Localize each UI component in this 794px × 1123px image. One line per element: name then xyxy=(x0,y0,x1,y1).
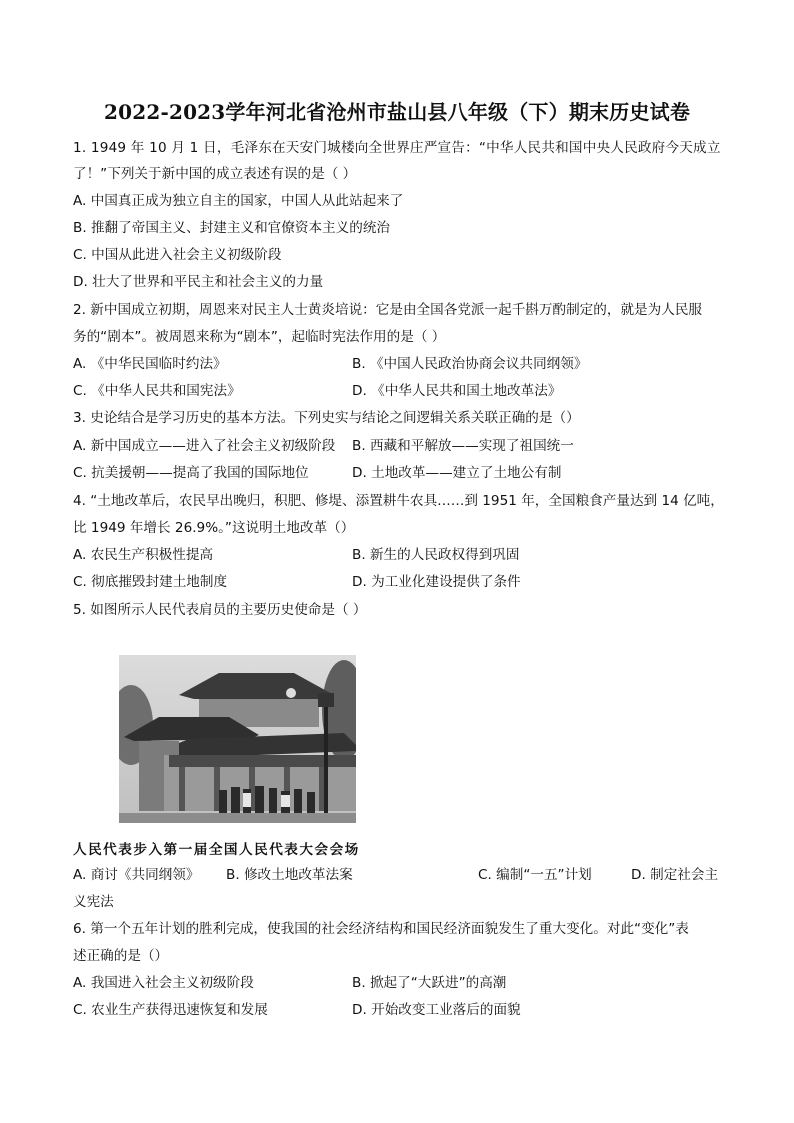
q1-option-a: A. 中国真正成为独立自主的国家，中国人从此站起来了 xyxy=(73,193,404,209)
q5-option-d-line1: D. 制定社会主 xyxy=(631,867,719,883)
q2-stem-line1: 2. 新中国成立初期，周恩来对民主人士黄炎培说：它是由全国各党派一起千斟万酌制定的，就是为人民服 xyxy=(73,302,703,318)
page-title: 2022-2023学年河北省沧州市盐山县八年级（下）期末历史试卷 xyxy=(103,100,691,124)
q6-stem-line2: 述正确的是（） xyxy=(73,948,169,964)
photo-caption: 人民代表步入第一届全国人民代表大会会场 xyxy=(73,842,360,858)
q1-option-b: B. 推翻了帝国主义、封建主义和官僚资本主义的统治 xyxy=(73,220,391,236)
q4-option-d: D. 为工业化建设提供了条件 xyxy=(352,574,521,590)
q4-option-c: C. 彻底摧毁封建土地制度 xyxy=(73,574,228,590)
q4-stem-line1: 4. “土地改革后，农民早出晚归，积肥、修堤、添置耕牛农具……到 1951 年，全国粮食产量达到 14 亿吨， xyxy=(73,493,724,509)
q5-stem-line1: 5. 如图所示人民代表肩员的主要历史使命是（ ） xyxy=(73,602,367,618)
q5-option-d-line2: 义宪法 xyxy=(73,894,114,910)
q3-option-d: D. 土地改革——建立了土地公有制 xyxy=(352,465,562,481)
q6-option-c: C. 农业生产获得迅速恢复和发展 xyxy=(73,1002,268,1018)
q1-stem-line1: 1. 1949 年 10 月 1 日，毛泽东在天安门城楼向全世界庄严宣告：“中华人民共和国中央人民政府今天成立 xyxy=(73,140,721,156)
q4-option-b: B. 新生的人民政权得到巩固 xyxy=(352,547,520,563)
q2-option-b: B. 《中国人民政治协商会议共同纲领》 xyxy=(352,356,588,372)
q4-option-a: A. 农民生产积极性提高 xyxy=(73,547,214,563)
q6-option-b: B. 掀起了“大跃进”的高潮 xyxy=(352,975,507,991)
q2-option-a: A. 《中华民国临时约法》 xyxy=(73,356,227,372)
q5-option-a: A. 商讨《共同纲领》 xyxy=(73,867,200,883)
q3-stem-line1: 3. 史论结合是学习历史的基本方法。下列史实与结论之间逻辑关系关联正确的是（） xyxy=(73,410,580,426)
q3-option-b: B. 西藏和平解放——实现了祖国统一 xyxy=(352,438,574,454)
q2-option-c: C. 《中华人民共和国宪法》 xyxy=(73,383,241,399)
q5-option-b: B. 修改土地改革法案 xyxy=(226,867,353,883)
q1-option-c: C. 中国从此进入社会主义初级阶段 xyxy=(73,247,282,263)
congress-hall-photo xyxy=(119,655,356,823)
q6-stem-line1: 6. 第一个五年计划的胜利完成，使我国的社会经济结构和国民经济面貌发生了重大变化。对此“变化”表 xyxy=(73,921,689,937)
q3-option-c: C. 抗美援朝——提高了我国的国际地位 xyxy=(73,465,309,481)
q4-stem-line2: 比 1949 年增长 26.9%。”这说明土地改革（） xyxy=(73,520,355,536)
q1-stem-line2: 了！”下列关于新中国的成立表述有误的是（ ） xyxy=(73,166,357,182)
q2-option-d: D. 《中华人民共和国土地改革法》 xyxy=(352,383,562,399)
historical-photo xyxy=(119,655,356,823)
q1-option-d: D. 壮大了世界和平民主和社会主义的力量 xyxy=(73,274,324,290)
q5-option-c: C. 编制“一五”计划 xyxy=(478,867,592,883)
q6-option-a: A. 我国进入社会主义初级阶段 xyxy=(73,975,254,991)
q6-option-d: D. 开始改变工业落后的面貌 xyxy=(352,1002,521,1018)
q2-stem-line2: 务的“剧本”。被周恩来称为“剧本”，起临时宪法作用的是（ ） xyxy=(73,329,446,345)
q3-option-a: A. 新中国成立——进入了社会主义初级阶段 xyxy=(73,438,336,454)
